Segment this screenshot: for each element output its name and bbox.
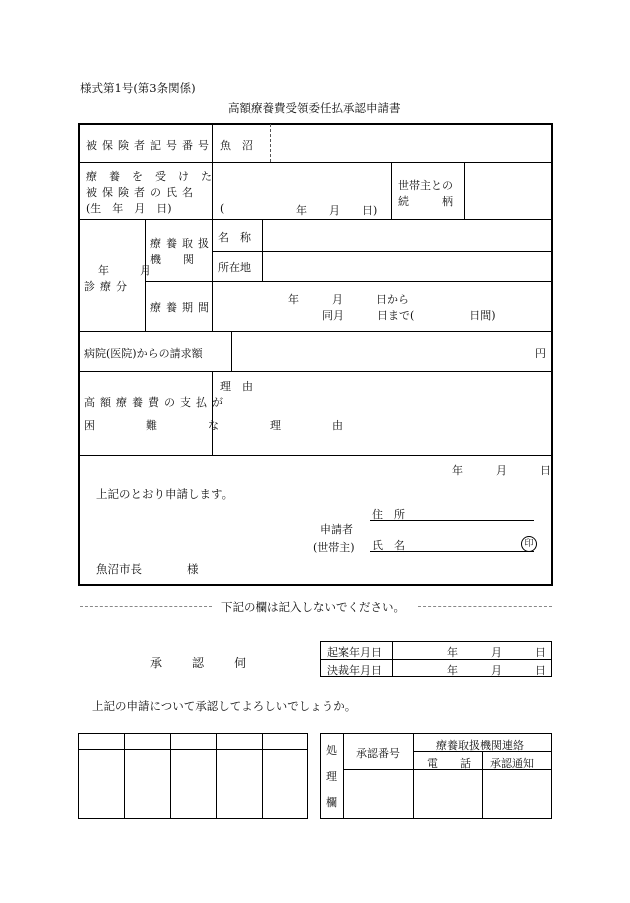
approval-number-input[interactable] — [345, 771, 411, 817]
draft-date-label: 起案年月日 — [327, 646, 382, 659]
applicant-name-input[interactable] — [370, 551, 534, 552]
approval-notice-label: 承認通知 — [490, 757, 534, 770]
facility-contact-header: 療養取扱機関連絡 — [436, 739, 524, 752]
facility-address-label: 所在地 — [218, 261, 251, 274]
relation-input[interactable] — [468, 166, 548, 216]
approval-question: 上記の申請について承認してよろしいでしょうか。 — [92, 699, 357, 713]
draft-date-fields[interactable]: 年 月 日 — [447, 646, 546, 659]
decision-date-label: 決裁年月日 — [327, 664, 382, 677]
facility-label-line1: 療養取扱 — [150, 237, 214, 250]
patient-label-line1: 療養を受けた — [86, 170, 224, 183]
facility-name-input[interactable] — [266, 224, 548, 248]
facility-address-input[interactable] — [266, 254, 548, 278]
approval-notice-input[interactable] — [484, 771, 550, 817]
applicant-name-label: 氏 名 — [372, 539, 405, 552]
patient-label-line2: 被保険者の氏名 — [86, 186, 198, 199]
birth-date-fields[interactable]: 年 月 日) — [296, 204, 378, 217]
stamp-cell-2[interactable] — [126, 751, 168, 817]
stamp-cell-4[interactable] — [218, 751, 260, 817]
treatment-period-to[interactable]: 同月 日まで( 日間) — [322, 309, 496, 322]
applicant-label: 申請者 — [320, 523, 353, 536]
form-title: 高額療養費受領委任払承認申請書 — [228, 101, 401, 115]
claim-amount-unit: 円 — [535, 347, 546, 360]
facility-name-label: 名 称 — [218, 231, 251, 244]
claim-amount-input[interactable] — [240, 336, 525, 366]
stamp-cell-1[interactable] — [80, 751, 122, 817]
approval-inquiry-label: 承 認 伺 — [150, 656, 249, 670]
stamp-cell-3[interactable] — [172, 751, 214, 817]
claim-amount-label: 病院(医院)からの請求額 — [84, 347, 203, 360]
period-label-line2: 診療分 — [84, 280, 132, 293]
insured-number-input[interactable] — [275, 128, 545, 158]
treatment-period-label: 療養期間 — [150, 301, 214, 314]
facility-label-line2: 機 関 — [150, 253, 194, 266]
treatment-period-from[interactable]: 年 月 日から — [288, 293, 409, 306]
applicant-address-input[interactable] — [370, 520, 534, 521]
separator-note: 下記の欄は記入しないでください。 — [221, 600, 405, 614]
declaration-text: 上記のとおり申請します。 — [96, 487, 234, 501]
reason-label-line2: 困 難 な 理 由 — [84, 419, 363, 432]
decision-date-fields[interactable]: 年 月 日 — [447, 664, 546, 677]
relation-label-line2: 続 柄 — [398, 195, 453, 208]
stamp-cell-5[interactable] — [264, 751, 306, 817]
period-label-line1: 年 月 — [98, 264, 161, 277]
applicant-address-label: 住 所 — [372, 508, 405, 521]
relation-label-line1: 世帯主との — [398, 179, 453, 192]
processing-column-label: 処理欄 — [326, 744, 337, 809]
phone-input[interactable] — [415, 771, 481, 817]
addressee-honorific: 様 — [187, 562, 199, 576]
reason-input[interactable] — [220, 395, 545, 451]
patient-label-line3: (生 年 月 日) — [86, 202, 172, 215]
insured-number-label: 被保険者記号番号 — [86, 139, 214, 152]
phone-label: 電 話 — [427, 757, 471, 770]
seal-mark: 印 — [521, 536, 537, 552]
form-number: 様式第1号(第3条関係) — [80, 81, 196, 95]
approval-number-label: 承認番号 — [356, 747, 400, 760]
addressee: 魚沼市長 — [96, 562, 142, 576]
application-date[interactable]: 年 月 日 — [452, 464, 551, 477]
reason-field-label: 理 由 — [220, 380, 253, 393]
birth-open-paren: ( — [220, 202, 225, 215]
patient-name-input[interactable] — [220, 168, 385, 196]
reason-label-line1: 高額療養費の支払が — [84, 396, 228, 409]
insured-number-prefix: 魚 沼 — [220, 139, 253, 152]
householder-label: (世帯主) — [313, 541, 355, 554]
